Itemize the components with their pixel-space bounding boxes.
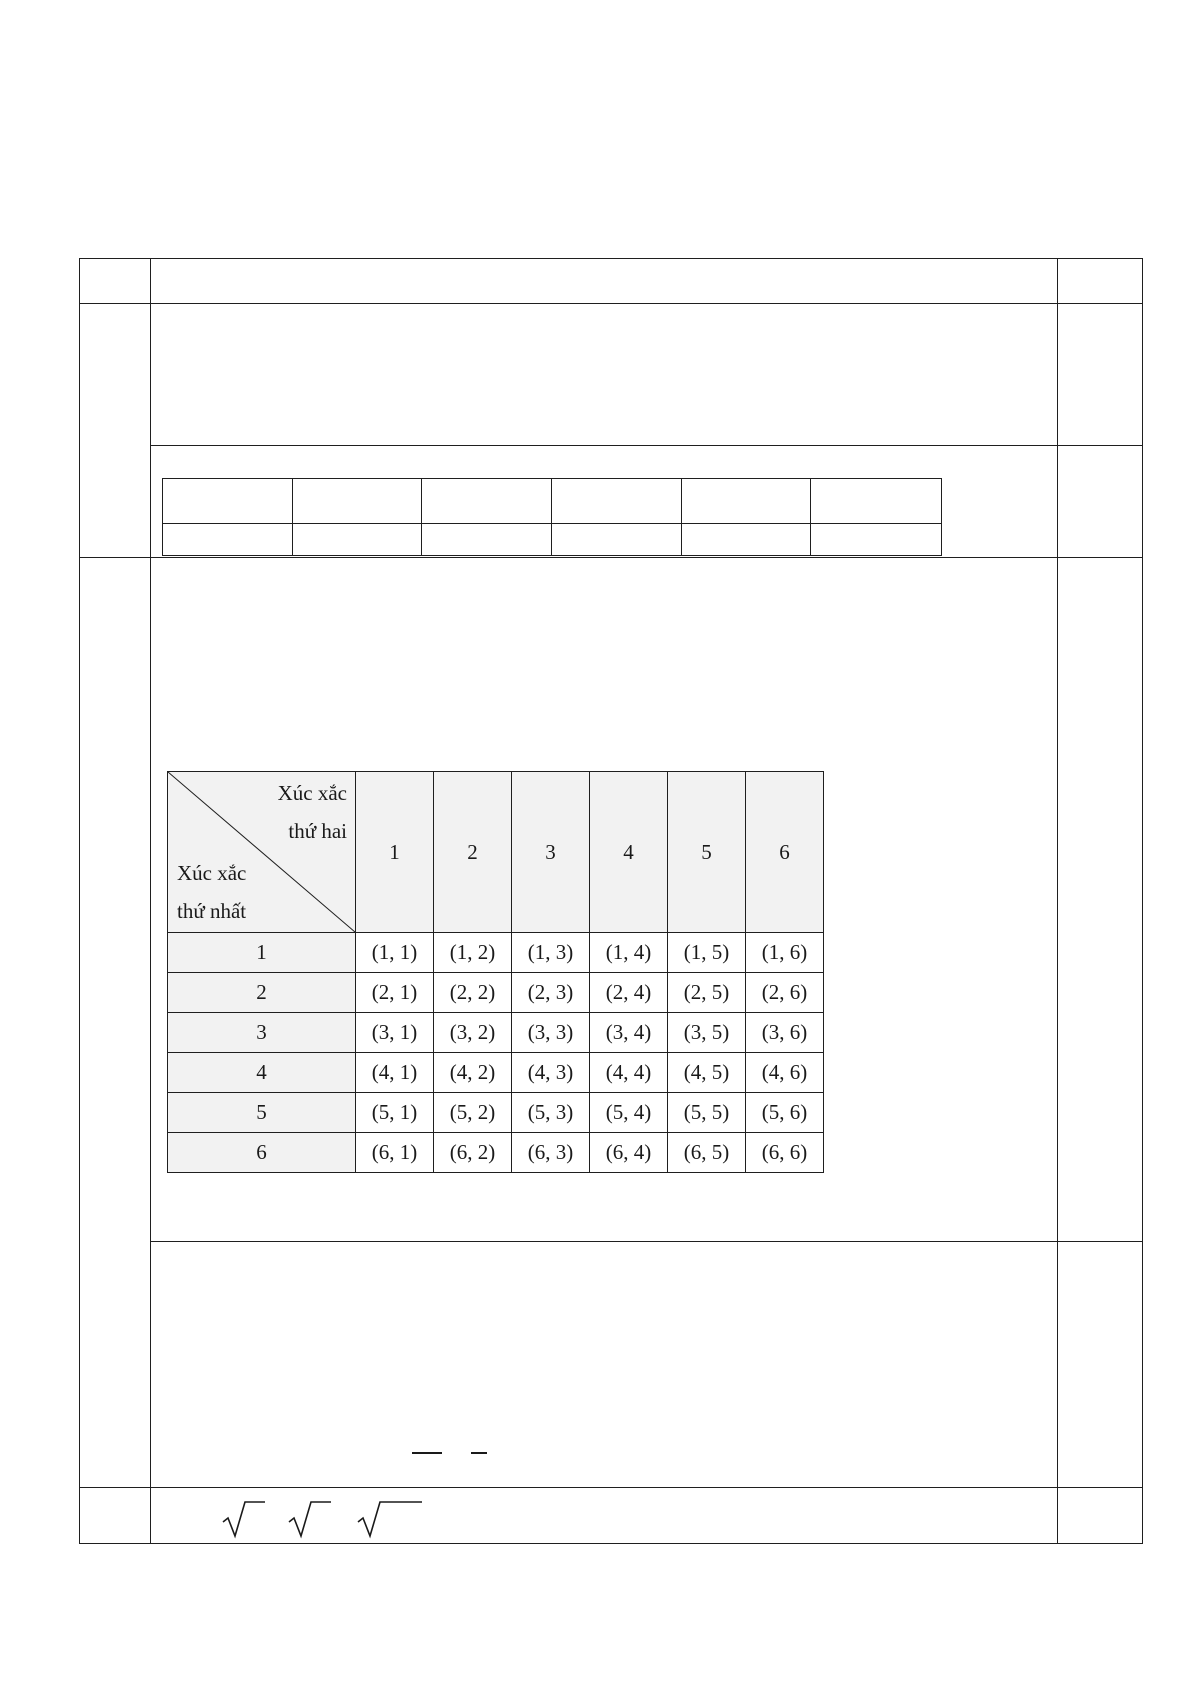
column-header: 1 [356,772,434,933]
row-header: 5 [168,1093,356,1133]
table-rule-score-column [1057,258,1058,1544]
small-table-cell [163,524,293,556]
row-header: 6 [168,1133,356,1173]
small-empty-table [162,478,942,556]
table-rule-part-divider-1 [150,445,1143,446]
small-table-cell [293,479,422,524]
row-header: 2 [168,973,356,1013]
table-row [168,1133,824,1173]
outcome-cell: (1, 6) [746,933,824,973]
table-rule-header-bottom [79,303,1143,304]
corner-bottom-line-2: thứ nhất [177,899,247,923]
table-row [168,973,824,1013]
dice-outcomes-table [167,771,824,1173]
outcome-cell: (6, 2) [434,1133,512,1173]
table-row [168,1053,824,1093]
corner-label-first-die [177,854,246,930]
table-row [168,933,824,973]
small-table-cell [422,524,552,556]
outcome-cell: (2, 4) [590,973,668,1013]
row-header: 3 [168,1013,356,1053]
outcome-cell: (3, 2) [434,1013,512,1053]
outcome-cell: (5, 3) [512,1093,590,1133]
outcome-cell: (1, 1) [356,933,434,973]
column-header: 2 [434,772,512,933]
table-rule-left [79,258,80,1544]
table-row [168,1093,824,1133]
small-table-cell [682,479,811,524]
small-table-cell [163,479,293,524]
column-header: 6 [746,772,824,933]
outcome-cell: (2, 2) [434,973,512,1013]
outcome-cell: (5, 6) [746,1093,824,1133]
dice-table-corner-cell [168,772,356,933]
table-rule-right [1142,258,1143,1544]
outcome-cell: (6, 4) [590,1133,668,1173]
small-table-cell [811,524,942,556]
square-root-icon [287,1500,331,1540]
table-rule-question-divider-1 [79,557,1143,558]
outcome-cell: (5, 5) [668,1093,746,1133]
corner-top-line-1: Xúc xắc [277,781,347,805]
outcome-cell: (4, 2) [434,1053,512,1093]
small-table-cell [422,479,552,524]
outcome-cell: (3, 4) [590,1013,668,1053]
small-table-cell [552,479,682,524]
square-root-icon [356,1500,422,1540]
small-table-cell [811,479,942,524]
outcome-cell: (6, 1) [356,1133,434,1173]
row-header: 1 [168,933,356,973]
small-table-cell [682,524,811,556]
column-header: 5 [668,772,746,933]
table-rule-bottom [79,1543,1143,1544]
outcome-cell: (3, 6) [746,1013,824,1053]
small-table-cell [293,524,422,556]
outcome-cell: (4, 3) [512,1053,590,1093]
table-rule-question-column [150,258,151,1544]
outcome-cell: (3, 3) [512,1013,590,1053]
square-root-icon [221,1500,265,1540]
outcome-cell: (6, 6) [746,1133,824,1173]
outcome-cell: (4, 5) [668,1053,746,1093]
table-rule-question-divider-2 [79,1487,1143,1488]
fraction-bar [471,1452,487,1454]
outcome-cell: (2, 6) [746,973,824,1013]
table-rule-part-divider-2 [150,1241,1143,1242]
outcome-cell: (6, 5) [668,1133,746,1173]
outcome-cell: (4, 6) [746,1053,824,1093]
outcome-cell: (6, 3) [512,1133,590,1173]
outcome-cell: (3, 1) [356,1013,434,1053]
outcome-cell: (4, 1) [356,1053,434,1093]
outcome-cell: (1, 3) [512,933,590,973]
outcome-cell: (3, 5) [668,1013,746,1053]
outcome-cell: (2, 1) [356,973,434,1013]
column-header: 3 [512,772,590,933]
row-header: 4 [168,1053,356,1093]
outcome-cell: (5, 1) [356,1093,434,1133]
outcome-cell: (1, 4) [590,933,668,973]
column-header: 4 [590,772,668,933]
outcome-cell: (1, 5) [668,933,746,973]
outcome-cell: (2, 5) [668,973,746,1013]
outcome-cell: (1, 2) [434,933,512,973]
outcome-cell: (5, 2) [434,1093,512,1133]
outcome-cell: (2, 3) [512,973,590,1013]
table-row [168,1013,824,1053]
fraction-bar [412,1452,442,1454]
outcome-cell: (5, 4) [590,1093,668,1133]
table-rule-top [79,258,1143,259]
corner-label-second-die [278,774,347,850]
corner-bottom-line-1: Xúc xắc [177,861,247,885]
small-table-cell [552,524,682,556]
corner-top-line-2: thứ hai [288,819,347,843]
outcome-cell: (4, 4) [590,1053,668,1093]
